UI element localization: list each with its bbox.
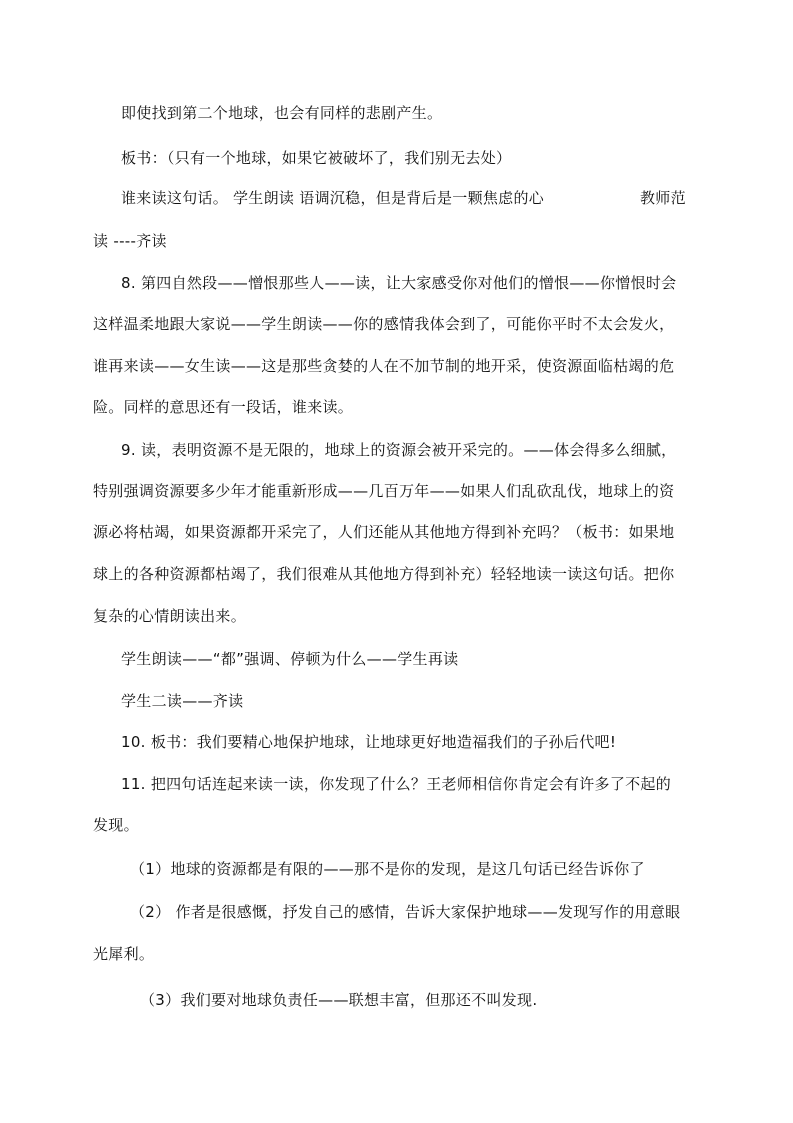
paragraph-line: 即使找到第二个地球，也会有同样的悲剧产生。 [121,104,443,122]
paragraph-line: 学生二读——齐读 [121,692,244,710]
paragraph-line: 险。同样的意思还有一段话，谁来读。 [93,398,354,416]
paragraph-line: 球上的各种资源都枯竭了，我们很难从其他地方得到补充）轻轻地读一读这句话。把你 [93,565,675,583]
paragraph-line: 特别强调资源要多少年才能重新形成——几百万年——如果人们乱砍乱伐，地球上的资 [93,482,675,500]
paragraph-line: 发现。 [93,816,139,834]
paragraph-line: 9. 读，表明资源不是无限的，地球上的资源会被开采完的。——体会得多么细腻， [121,441,677,459]
paragraph-line: 教师范 [640,189,686,207]
paragraph-line: （1）地球的资源都是有限的——那不是你的发现，是这几句话已经告诉你了 [130,860,645,878]
paragraph-line: 8. 第四自然段——憎恨那些人——读，让大家感受你对他们的憎恨——你憎恨时会 [121,274,677,292]
paragraph-line: 读 ----齐读 [93,232,167,250]
paragraph-line: 源必将枯竭，如果资源都开采完了，人们还能从其他地方得到补充吗？（板书：如果地 [93,523,675,541]
paragraph-line: 11. 把四句话连起来读一读，你发现了什么？王老师相信你肯定会有许多了不起的 [121,775,672,793]
paragraph-line: （3）我们要对地球负责任——联想丰富，但那还不叫发现. [140,991,538,1009]
paragraph-line: 10. 板书：我们要精心地保护地球，让地球更好地造福我们的子孙后代吧! [121,733,617,751]
paragraph-line: （2） 作者是很感慨，抒发自己的感情，告诉大家保护地球——发现写作的用意眼 [130,903,681,921]
paragraph-line: 复杂的心情朗读出来。 [93,607,247,625]
paragraph-line: 这样温柔地跟大家说——学生朗读——你的感情我体会到了，可能你平时不太会发火， [93,315,675,333]
paragraph-line: 板书：（只有一个地球，如果它被破坏了，我们别无去处） [121,149,512,167]
paragraph-line: 谁再来读——女生读——这是那些贪婪的人在不加节制的地开采，使资源面临枯竭的危 [93,357,675,375]
paragraph-line: 学生朗读 语调沉稳，但是背后是一颗焦虑的心 [233,189,545,207]
paragraph-line: 学生朗读——“都”强调、停顿为什么——学生再读 [121,650,459,668]
paragraph-line: 谁来读这句话。 [121,189,229,207]
paragraph-line: 光犀利。 [93,945,155,963]
